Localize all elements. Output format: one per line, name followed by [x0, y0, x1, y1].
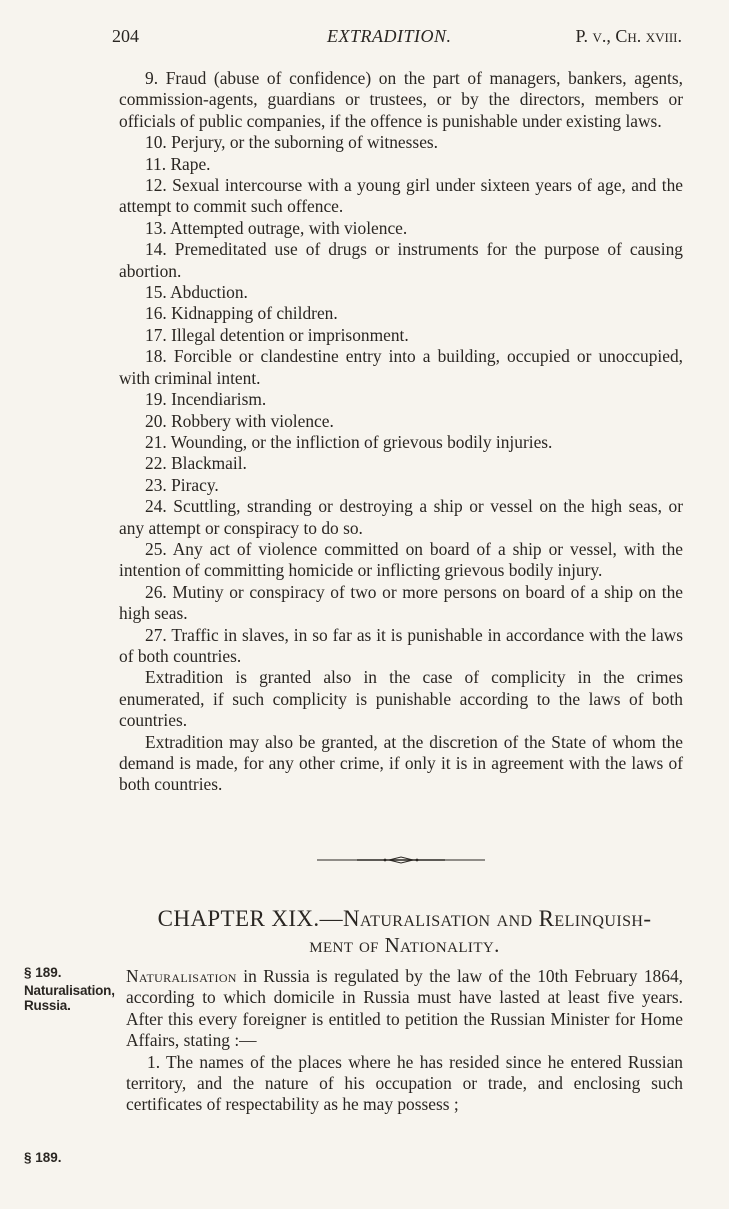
- enumerated-crimes-text: [119, 68, 683, 796]
- section-189-text: [126, 966, 683, 1116]
- paragraph: 14. Premeditated use of drugs or instruments for the purpose of causing abortion.: [119, 239, 683, 281]
- chapter-reference: P. v., Ch. xviii.: [575, 26, 682, 46]
- chapter-heading: [126, 906, 683, 958]
- margin-section-number: § 189.: [24, 965, 62, 980]
- paragraph: 10. Perjury, or the suborning of witnesses.: [145, 132, 439, 153]
- chapter-heading-line: CHAPTER XIX.—Naturalisation and Relinquish-: [157, 906, 652, 931]
- paragraph: 11. Rape.: [145, 153, 211, 174]
- margin-subject-note: Naturalisation, Russia.: [24, 983, 115, 1013]
- paragraph: 18. Forcible or clandestine entry into a building, occupied or unoccupied, with criminal intent.: [119, 346, 683, 388]
- footer-section-number: § 189.: [24, 1150, 62, 1165]
- paragraph: 12. Sexual intercourse with a young girl under sixteen years of age, and the attempt to commit such offence.: [119, 175, 683, 217]
- paragraph: 22. Blackmail.: [145, 453, 247, 474]
- running-header: [112, 26, 682, 50]
- paragraph: Extradition may also be granted, at the discretion of the State of whom the demand is made, for any other crime, if only it is in agreement with the laws of both countries.: [119, 731, 683, 795]
- paragraph: 17. Illegal detention or imprisonment.: [145, 324, 409, 345]
- paragraph: 24. Scuttling, stranding or destroying a ship or vessel on the high seas, or any attempt or conspiracy to do so.: [119, 496, 683, 538]
- paragraph: 26. Mutiny or conspiracy of two or more persons on board of a ship on the high seas.: [119, 581, 683, 624]
- page-number: 204: [112, 26, 139, 46]
- paragraph: 13. Attempted outrage, with violence.: [145, 217, 408, 238]
- paragraph: 25. Any act of violence committed on board of a ship or vessel, with the intention of committing homicide or inflicting grievous bodily injury.: [119, 538, 683, 581]
- paragraph: 19. Incendiarism.: [145, 389, 267, 410]
- paragraph: 27. Traffic in slaves, in so far as it is punishable in accordance with the laws of both countries.: [119, 624, 683, 666]
- paragraph: 20. Robbery with violence.: [145, 410, 334, 431]
- paragraph: 15. Abduction.: [145, 282, 248, 303]
- section-body: in Russia is regulated by the law of the 10th February 1864, according to which domicile in Russia must have lasted at least five years. After this every foreigner is entitled to petition the Russian Minister for Home Affairs, stating :—: [126, 966, 683, 1051]
- running-title: EXTRADITION.: [327, 26, 452, 46]
- section-item: 1. The names of the places where he has resided since he entered Russian territory, and the nature of his occupation or trade, and enclosing such certificates of respectability as he may possess ;: [126, 1051, 683, 1115]
- paragraph: 9. Fraud (abuse of confidence) on the part of managers, bankers, agents, commission-agents, guardians or trustees, or by the directors, members or officials of public companies, if the offence is punishable under existing laws.: [119, 68, 683, 131]
- paragraph: 16. Kidnapping of children.: [145, 303, 338, 324]
- paragraph: 23. Piracy.: [145, 474, 219, 495]
- divider-ornament-icon: [317, 856, 485, 864]
- paragraph: 21. Wounding, or the infliction of grievous bodily injuries.: [145, 431, 553, 452]
- section-lead-word: Naturalisation: [126, 966, 237, 986]
- chapter-heading-line: ment of Nationality.: [309, 933, 500, 957]
- paragraph: Extradition is granted also in the case of complicity in the crimes enumerated, if such complicity is punishable according to the laws of both countries.: [119, 667, 683, 731]
